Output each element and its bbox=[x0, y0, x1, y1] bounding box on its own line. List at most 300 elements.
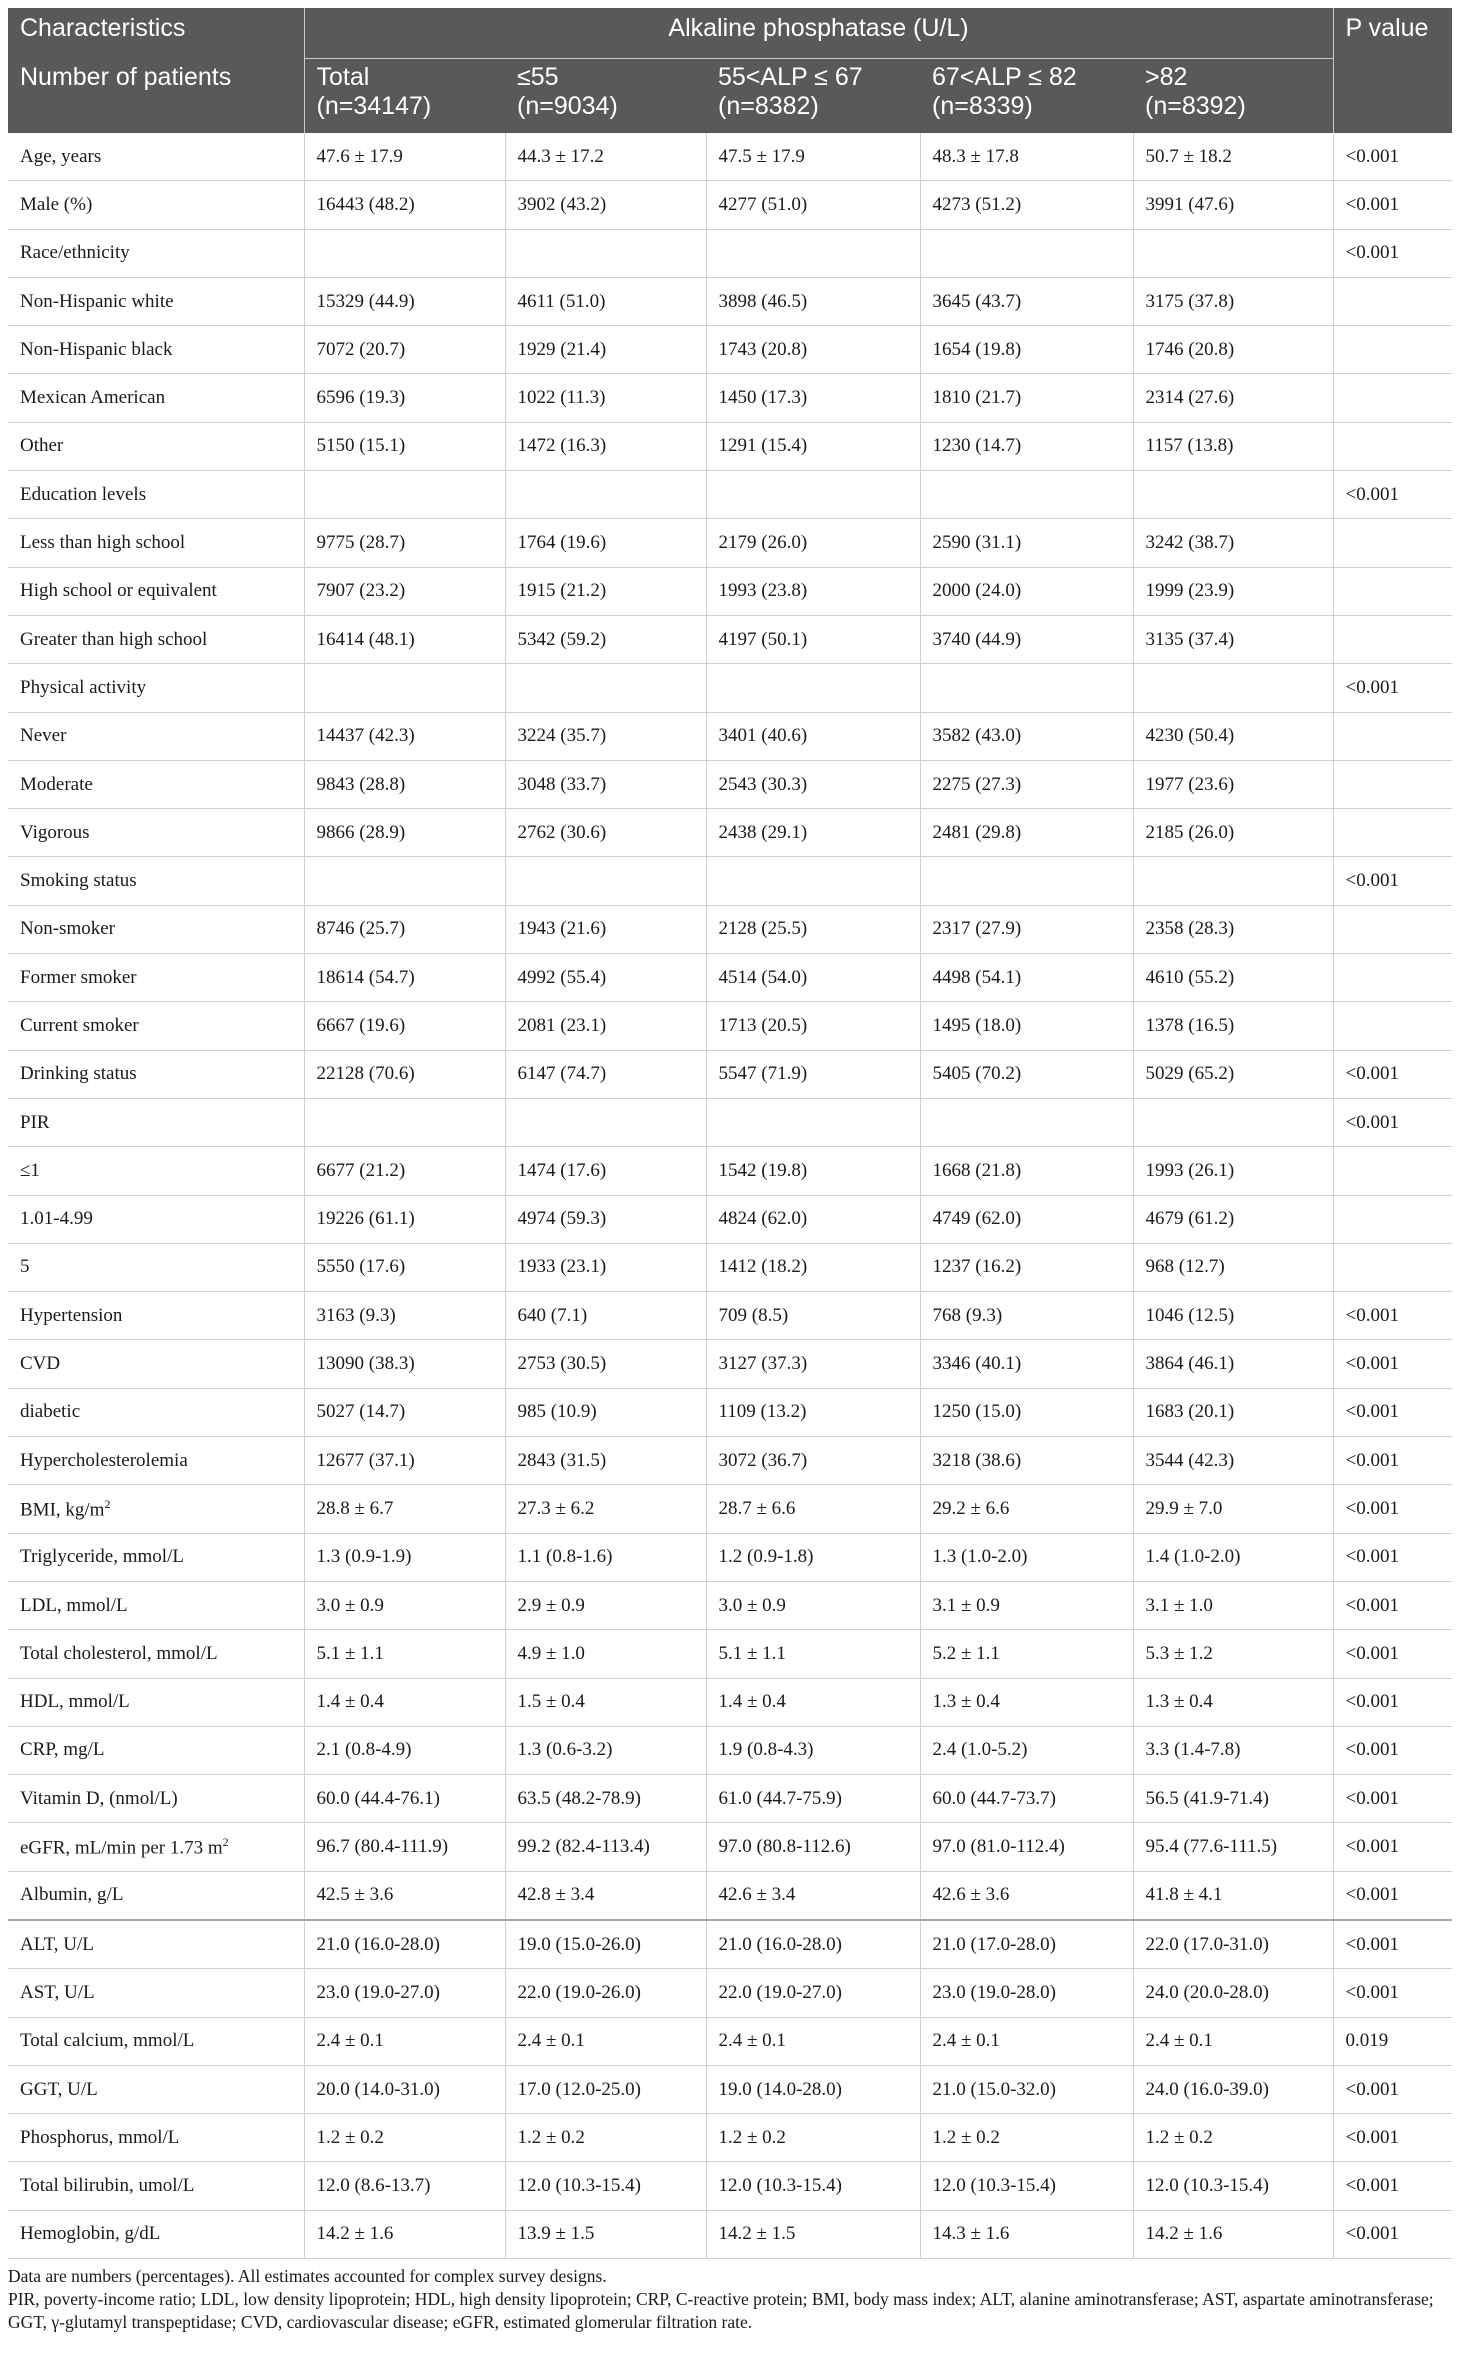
table-row bbox=[8, 1726, 1452, 1774]
cell-total bbox=[304, 519, 505, 567]
cell-text: 97.0 (81.0-112.4) bbox=[932, 1836, 1065, 1858]
cell-text: 1654 (19.8) bbox=[932, 338, 1022, 360]
cell-text: Smoking status bbox=[20, 870, 137, 892]
row-label bbox=[8, 1920, 304, 1969]
cell-text: 1472 (16.3) bbox=[517, 435, 607, 457]
cell-text: Greater than high school bbox=[20, 628, 208, 650]
cell-total bbox=[304, 1098, 505, 1146]
cell-55-67 bbox=[706, 1147, 920, 1195]
table-row bbox=[8, 1678, 1452, 1726]
cell-55-67 bbox=[706, 954, 920, 1002]
cell-text: 5405 (70.2) bbox=[932, 1063, 1022, 1085]
cell-total bbox=[304, 1485, 505, 1533]
row-label bbox=[8, 1002, 304, 1050]
cell-total bbox=[304, 2210, 505, 2258]
cell-text: 44.3 ± 17.2 bbox=[517, 145, 604, 167]
cell-text: 1746 (20.8) bbox=[1145, 338, 1235, 360]
cell-67-82 bbox=[920, 760, 1133, 808]
cell-le55 bbox=[505, 664, 706, 712]
cell-le55 bbox=[505, 1920, 706, 1969]
cell-text: 3048 (33.7) bbox=[517, 773, 607, 795]
table-row bbox=[8, 1823, 1452, 1871]
header-col-67-82 bbox=[920, 59, 1133, 134]
cell-total bbox=[304, 229, 505, 277]
cell-67-82 bbox=[920, 471, 1133, 519]
cell-text: Non-smoker bbox=[20, 918, 115, 940]
cell-p-value bbox=[1333, 664, 1452, 712]
cell-total bbox=[304, 133, 505, 181]
cell-55-67 bbox=[706, 133, 920, 181]
cell-total bbox=[304, 1871, 505, 1920]
cell-text: 4679 (61.2) bbox=[1145, 1208, 1235, 1230]
cell-p-value bbox=[1333, 2065, 1452, 2113]
cell-67-82 bbox=[920, 809, 1133, 857]
cell-text: 7907 (23.2) bbox=[316, 580, 406, 602]
cell-text: 19226 (61.1) bbox=[316, 1208, 415, 1230]
cell-text: 9775 (28.7) bbox=[316, 532, 406, 554]
row-label bbox=[8, 1243, 304, 1291]
cell-text: Physical activity bbox=[20, 676, 147, 698]
cell-p-value bbox=[1333, 1388, 1452, 1436]
cell-le55 bbox=[505, 1195, 706, 1243]
cell-55-67 bbox=[706, 1098, 920, 1146]
cell-text: 5.3 ± 1.2 bbox=[1145, 1642, 1213, 1664]
cell-gt82 bbox=[1133, 1533, 1333, 1581]
cell-text: 6147 (74.7) bbox=[517, 1063, 607, 1085]
cell-67-82 bbox=[920, 519, 1133, 567]
cell-gt82 bbox=[1133, 809, 1333, 857]
cell-text: 1.3 ± 0.4 bbox=[932, 1691, 1000, 1713]
cell-p-value bbox=[1333, 181, 1452, 229]
cell-gt82 bbox=[1133, 954, 1333, 1002]
cell-text: 1495 (18.0) bbox=[932, 1014, 1022, 1036]
cell-total bbox=[304, 2162, 505, 2210]
cell-text: Moderate bbox=[20, 773, 93, 795]
cell-total bbox=[304, 1920, 505, 1969]
cell-text: 12.0 (10.3-15.4) bbox=[932, 2175, 1056, 2197]
cell-text: Education levels bbox=[20, 483, 147, 505]
row-label bbox=[8, 1195, 304, 1243]
table-row bbox=[8, 1920, 1452, 1969]
row-label bbox=[8, 760, 304, 808]
cell-le55 bbox=[505, 712, 706, 760]
cell-55-67 bbox=[706, 1920, 920, 1969]
table-row bbox=[8, 1243, 1452, 1291]
cell-text: 2843 (31.5) bbox=[517, 1449, 607, 1471]
superscript: 2 bbox=[222, 1834, 229, 1849]
cell-text: 13.9 ± 1.5 bbox=[517, 2223, 595, 2245]
table-row bbox=[8, 277, 1452, 325]
cell-text: 47.6 ± 17.9 bbox=[316, 145, 403, 167]
cell-total bbox=[304, 1002, 505, 1050]
cell-total bbox=[304, 954, 505, 1002]
cell-text: 1.2 ± 0.2 bbox=[1145, 2126, 1213, 2148]
cell-gt82 bbox=[1133, 2162, 1333, 2210]
cell-text: 1977 (23.6) bbox=[1145, 773, 1235, 795]
cell-text: 640 (7.1) bbox=[517, 1304, 588, 1326]
table-row bbox=[8, 615, 1452, 663]
cell-le55 bbox=[505, 857, 706, 905]
cell-le55 bbox=[505, 519, 706, 567]
cell-text: 95.4 (77.6-111.5) bbox=[1145, 1836, 1278, 1858]
cell-text: 4824 (62.0) bbox=[718, 1208, 808, 1230]
cell-text: 2438 (29.1) bbox=[718, 821, 808, 843]
table-row bbox=[8, 1437, 1452, 1485]
cell-p-value bbox=[1333, 422, 1452, 470]
cell-total bbox=[304, 1195, 505, 1243]
cell-text: Vitamin D, (nmol/L) bbox=[20, 1787, 178, 1809]
cell-p-value bbox=[1333, 1195, 1452, 1243]
cell-55-67 bbox=[706, 1195, 920, 1243]
row-label bbox=[8, 422, 304, 470]
cell-text: 42.6 ± 3.4 bbox=[718, 1884, 796, 1906]
cell-67-82 bbox=[920, 326, 1133, 374]
cell-gt82 bbox=[1133, 374, 1333, 422]
cell-text: 1.3 (1.0-2.0) bbox=[932, 1546, 1028, 1568]
cell-67-82 bbox=[920, 567, 1133, 615]
cell-gt82 bbox=[1133, 567, 1333, 615]
cell-text: 28.7 ± 6.6 bbox=[718, 1497, 796, 1519]
cell-text: <0.001 bbox=[1345, 1353, 1399, 1375]
table-header bbox=[8, 8, 1452, 133]
cell-text: 24.0 (20.0-28.0) bbox=[1145, 1981, 1269, 2003]
row-label bbox=[8, 1969, 304, 2017]
cell-p-value bbox=[1333, 133, 1452, 181]
table-row bbox=[8, 760, 1452, 808]
cell-text: 2.1 (0.8-4.9) bbox=[316, 1739, 412, 1761]
cell-total bbox=[304, 1775, 505, 1823]
cell-p-value bbox=[1333, 1678, 1452, 1726]
cell-55-67 bbox=[706, 712, 920, 760]
row-label bbox=[8, 712, 304, 760]
header-p-empty bbox=[1333, 59, 1452, 134]
cell-67-82 bbox=[920, 1775, 1133, 1823]
cell-text: 27.3 ± 6.2 bbox=[517, 1497, 595, 1519]
cell-text: Hypercholesterolemia bbox=[20, 1449, 188, 1471]
cell-text: PIR bbox=[20, 1111, 50, 1133]
cell-gt82 bbox=[1133, 1678, 1333, 1726]
cell-55-67 bbox=[706, 1485, 920, 1533]
cell-gt82 bbox=[1133, 664, 1333, 712]
cell-p-value bbox=[1333, 229, 1452, 277]
cell-55-67 bbox=[706, 229, 920, 277]
cell-gt82 bbox=[1133, 760, 1333, 808]
cell-55-67 bbox=[706, 374, 920, 422]
cell-55-67 bbox=[706, 2162, 920, 2210]
cell-text: 2590 (31.1) bbox=[932, 532, 1022, 554]
cell-55-67 bbox=[706, 2065, 920, 2113]
cell-text: 14.2 ± 1.5 bbox=[718, 2223, 796, 2245]
cell-p-value bbox=[1333, 1920, 1452, 1969]
cell-p-value bbox=[1333, 2017, 1452, 2065]
cell-p-value bbox=[1333, 326, 1452, 374]
header-n: (n=8392) bbox=[1145, 92, 1246, 120]
table-body bbox=[8, 133, 1452, 2259]
cell-le55 bbox=[505, 229, 706, 277]
table-row bbox=[8, 1195, 1452, 1243]
cell-67-82 bbox=[920, 1388, 1133, 1436]
cell-text: 60.0 (44.4-76.1) bbox=[316, 1787, 440, 1809]
cell-67-82 bbox=[920, 229, 1133, 277]
cell-text: 1810 (21.7) bbox=[932, 387, 1022, 409]
row-label bbox=[8, 2114, 304, 2162]
cell-total bbox=[304, 1581, 505, 1629]
cell-text: 1.9 (0.8-4.3) bbox=[718, 1739, 814, 1761]
cell-text: 13090 (38.3) bbox=[316, 1353, 415, 1375]
cell-text: 1929 (21.4) bbox=[517, 338, 607, 360]
cell-text: 1.1 (0.8-1.6) bbox=[517, 1546, 613, 1568]
cell-67-82 bbox=[920, 954, 1133, 1002]
cell-67-82 bbox=[920, 1437, 1133, 1485]
cell-text: 1764 (19.6) bbox=[517, 532, 607, 554]
cell-le55 bbox=[505, 1678, 706, 1726]
cell-text: 4514 (54.0) bbox=[718, 966, 808, 988]
cell-text: 2.4 (1.0-5.2) bbox=[932, 1739, 1028, 1761]
cell-67-82 bbox=[920, 181, 1133, 229]
cell-67-82 bbox=[920, 2162, 1133, 2210]
cell-total bbox=[304, 1630, 505, 1678]
cell-text: Age, years bbox=[20, 145, 102, 167]
cell-text: 3740 (44.9) bbox=[932, 628, 1022, 650]
cell-67-82 bbox=[920, 1002, 1133, 1050]
row-label bbox=[8, 2065, 304, 2113]
cell-67-82 bbox=[920, 133, 1133, 181]
cell-le55 bbox=[505, 2162, 706, 2210]
cell-text: High school or equivalent bbox=[20, 580, 217, 602]
cell-gt82 bbox=[1133, 1969, 1333, 2017]
cell-text: 2314 (27.6) bbox=[1145, 387, 1235, 409]
table-row bbox=[8, 1533, 1452, 1581]
cell-text: 14.2 ± 1.6 bbox=[1145, 2223, 1223, 2245]
cell-67-82 bbox=[920, 1581, 1133, 1629]
cell-55-67 bbox=[706, 1678, 920, 1726]
cell-text: 1993 (26.1) bbox=[1145, 1159, 1235, 1181]
cell-text: 2000 (24.0) bbox=[932, 580, 1022, 602]
cell-total bbox=[304, 712, 505, 760]
cell-text: 4611 (51.0) bbox=[517, 290, 606, 312]
cell-le55 bbox=[505, 1533, 706, 1581]
cell-total bbox=[304, 857, 505, 905]
cell-text: 0.019 bbox=[1345, 2030, 1389, 2052]
table-row bbox=[8, 857, 1452, 905]
cell-67-82 bbox=[920, 2065, 1133, 2113]
cell-text: Other bbox=[20, 435, 64, 457]
cell-text: 21.0 (16.0-28.0) bbox=[718, 1933, 842, 1955]
cell-55-67 bbox=[706, 326, 920, 374]
cell-text: 1542 (19.8) bbox=[718, 1159, 808, 1181]
cell-text: 1250 (15.0) bbox=[932, 1401, 1022, 1423]
row-label bbox=[8, 954, 304, 1002]
cell-le55 bbox=[505, 809, 706, 857]
cell-le55 bbox=[505, 1437, 706, 1485]
table-row bbox=[8, 1775, 1452, 1823]
cell-67-82 bbox=[920, 374, 1133, 422]
cell-text: 1.2 ± 0.2 bbox=[316, 2126, 384, 2148]
cell-67-82 bbox=[920, 1147, 1133, 1195]
cell-le55 bbox=[505, 1726, 706, 1774]
table-row bbox=[8, 374, 1452, 422]
cell-text: 1.4 (1.0-2.0) bbox=[1145, 1546, 1241, 1568]
cell-text: Triglyceride, mmol/L bbox=[20, 1546, 184, 1568]
cell-67-82 bbox=[920, 1533, 1133, 1581]
cell-67-82 bbox=[920, 1920, 1133, 1969]
cell-total bbox=[304, 181, 505, 229]
cell-55-67 bbox=[706, 1775, 920, 1823]
cell-p-value bbox=[1333, 277, 1452, 325]
cell-le55 bbox=[505, 1243, 706, 1291]
cell-text: 6667 (19.6) bbox=[316, 1014, 406, 1036]
cell-p-value bbox=[1333, 519, 1452, 567]
cell-text: 1450 (17.3) bbox=[718, 387, 808, 409]
table-row bbox=[8, 1485, 1452, 1533]
cell-text: 1237 (16.2) bbox=[932, 1256, 1022, 1278]
table-row bbox=[8, 1340, 1452, 1388]
cell-p-value bbox=[1333, 954, 1452, 1002]
cell-le55 bbox=[505, 2065, 706, 2113]
cell-le55 bbox=[505, 954, 706, 1002]
cell-le55 bbox=[505, 1388, 706, 1436]
cell-p-value bbox=[1333, 2114, 1452, 2162]
cell-p-value bbox=[1333, 2162, 1452, 2210]
cell-67-82 bbox=[920, 422, 1133, 470]
cell-gt82 bbox=[1133, 1340, 1333, 1388]
cell-55-67 bbox=[706, 1630, 920, 1678]
cell-text: Albumin, g/L bbox=[20, 1884, 124, 1906]
header-number-of-patients: Number of patients bbox=[8, 59, 304, 134]
cell-text: 5550 (17.6) bbox=[316, 1256, 406, 1278]
cell-le55 bbox=[505, 2210, 706, 2258]
cell-text: 29.9 ± 7.0 bbox=[1145, 1497, 1223, 1519]
cell-text: 1999 (23.9) bbox=[1145, 580, 1235, 602]
cell-text: 14.2 ± 1.6 bbox=[316, 2223, 394, 2245]
cell-le55 bbox=[505, 471, 706, 519]
cell-le55 bbox=[505, 2017, 706, 2065]
cell-text: 5.1 ± 1.1 bbox=[316, 1642, 384, 1664]
cell-text: HDL, mmol/L bbox=[20, 1691, 130, 1713]
row-label bbox=[8, 1050, 304, 1098]
cell-le55 bbox=[505, 181, 706, 229]
row-label bbox=[8, 471, 304, 519]
cell-le55 bbox=[505, 1969, 706, 2017]
cell-gt82 bbox=[1133, 422, 1333, 470]
cell-p-value bbox=[1333, 857, 1452, 905]
row-label bbox=[8, 1485, 304, 1533]
cell-text: 1713 (20.5) bbox=[718, 1014, 808, 1036]
cell-total bbox=[304, 760, 505, 808]
cell-text: 1668 (21.8) bbox=[932, 1159, 1022, 1181]
cell-total bbox=[304, 277, 505, 325]
cell-le55 bbox=[505, 1340, 706, 1388]
cell-67-82 bbox=[920, 615, 1133, 663]
cell-text: 9843 (28.8) bbox=[316, 773, 406, 795]
cell-total bbox=[304, 1533, 505, 1581]
cell-text: 2481 (29.8) bbox=[932, 821, 1022, 843]
cell-55-67 bbox=[706, 2114, 920, 2162]
cell-text: 2358 (28.3) bbox=[1145, 918, 1235, 940]
cell-text: 1412 (18.2) bbox=[718, 1256, 808, 1278]
cell-gt82 bbox=[1133, 2114, 1333, 2162]
row-label bbox=[8, 1678, 304, 1726]
header-p-value: P value bbox=[1333, 8, 1452, 59]
cell-text: 1474 (17.6) bbox=[517, 1159, 607, 1181]
cell-p-value bbox=[1333, 1243, 1452, 1291]
cell-text: 22.0 (19.0-26.0) bbox=[517, 1981, 641, 2003]
cell-le55 bbox=[505, 1823, 706, 1871]
cell-text: <0.001 bbox=[1345, 1594, 1399, 1616]
cell-total bbox=[304, 1678, 505, 1726]
cell-total bbox=[304, 422, 505, 470]
cell-gt82 bbox=[1133, 277, 1333, 325]
cell-text: 7072 (20.7) bbox=[316, 338, 406, 360]
cell-text: Non-Hispanic black bbox=[20, 338, 173, 360]
cell-text: Race/ethnicity bbox=[20, 242, 130, 264]
cell-text: 18614 (54.7) bbox=[316, 966, 415, 988]
cell-text: <0.001 bbox=[1345, 1401, 1399, 1423]
cell-total bbox=[304, 2017, 505, 2065]
cell-text: 24.0 (16.0-39.0) bbox=[1145, 2078, 1269, 2100]
cell-text: <0.001 bbox=[1345, 1111, 1399, 1133]
cell-p-value bbox=[1333, 1485, 1452, 1533]
row-label bbox=[8, 1726, 304, 1774]
cell-text: 3242 (38.7) bbox=[1145, 532, 1235, 554]
cell-text: 42.5 ± 3.6 bbox=[316, 1884, 394, 1906]
superscript: 2 bbox=[104, 1496, 111, 1511]
cell-total bbox=[304, 374, 505, 422]
table-row bbox=[8, 519, 1452, 567]
cell-text: 22128 (70.6) bbox=[316, 1063, 415, 1085]
cell-le55 bbox=[505, 1581, 706, 1629]
cell-gt82 bbox=[1133, 1920, 1333, 1969]
cell-text: 23.0 (19.0-27.0) bbox=[316, 1981, 440, 2003]
cell-text: Hypertension bbox=[20, 1304, 123, 1326]
cell-55-67 bbox=[706, 1726, 920, 1774]
header-col-le55 bbox=[505, 59, 706, 134]
cell-total bbox=[304, 1969, 505, 2017]
cell-text: 2275 (27.3) bbox=[932, 773, 1022, 795]
cell-text: 3072 (36.7) bbox=[718, 1449, 808, 1471]
cell-p-value bbox=[1333, 374, 1452, 422]
table-row bbox=[8, 664, 1452, 712]
cell-text: 2.9 ± 0.9 bbox=[517, 1594, 585, 1616]
row-label bbox=[8, 2162, 304, 2210]
cell-text: 4974 (59.3) bbox=[517, 1208, 607, 1230]
cell-55-67 bbox=[706, 905, 920, 953]
cell-text: 5547 (71.9) bbox=[718, 1063, 808, 1085]
cell-p-value bbox=[1333, 1050, 1452, 1098]
cell-text: 4498 (54.1) bbox=[932, 966, 1022, 988]
table-row bbox=[8, 1630, 1452, 1678]
cell-55-67 bbox=[706, 2210, 920, 2258]
cell-text: Mexican American bbox=[20, 387, 166, 409]
cell-text: Former smoker bbox=[20, 966, 137, 988]
cell-55-67 bbox=[706, 1292, 920, 1340]
cell-text: 1915 (21.2) bbox=[517, 580, 607, 602]
cell-text: 41.8 ± 4.1 bbox=[1145, 1884, 1223, 1906]
cell-text: Less than high school bbox=[20, 532, 186, 554]
cell-text: 1993 (23.8) bbox=[718, 580, 808, 602]
cell-text: CRP, mg/L bbox=[20, 1739, 105, 1761]
cell-text: 1.4 ± 0.4 bbox=[718, 1691, 786, 1713]
cell-55-67 bbox=[706, 1823, 920, 1871]
cell-text: 3346 (40.1) bbox=[932, 1353, 1022, 1375]
cell-text: 4992 (55.4) bbox=[517, 966, 607, 988]
cell-total bbox=[304, 567, 505, 615]
table-row bbox=[8, 567, 1452, 615]
cell-text: 5029 (65.2) bbox=[1145, 1063, 1235, 1085]
cell-total bbox=[304, 1147, 505, 1195]
cell-text: 21.0 (16.0-28.0) bbox=[316, 1933, 440, 1955]
cell-text: 61.0 (44.7-75.9) bbox=[718, 1787, 842, 1809]
